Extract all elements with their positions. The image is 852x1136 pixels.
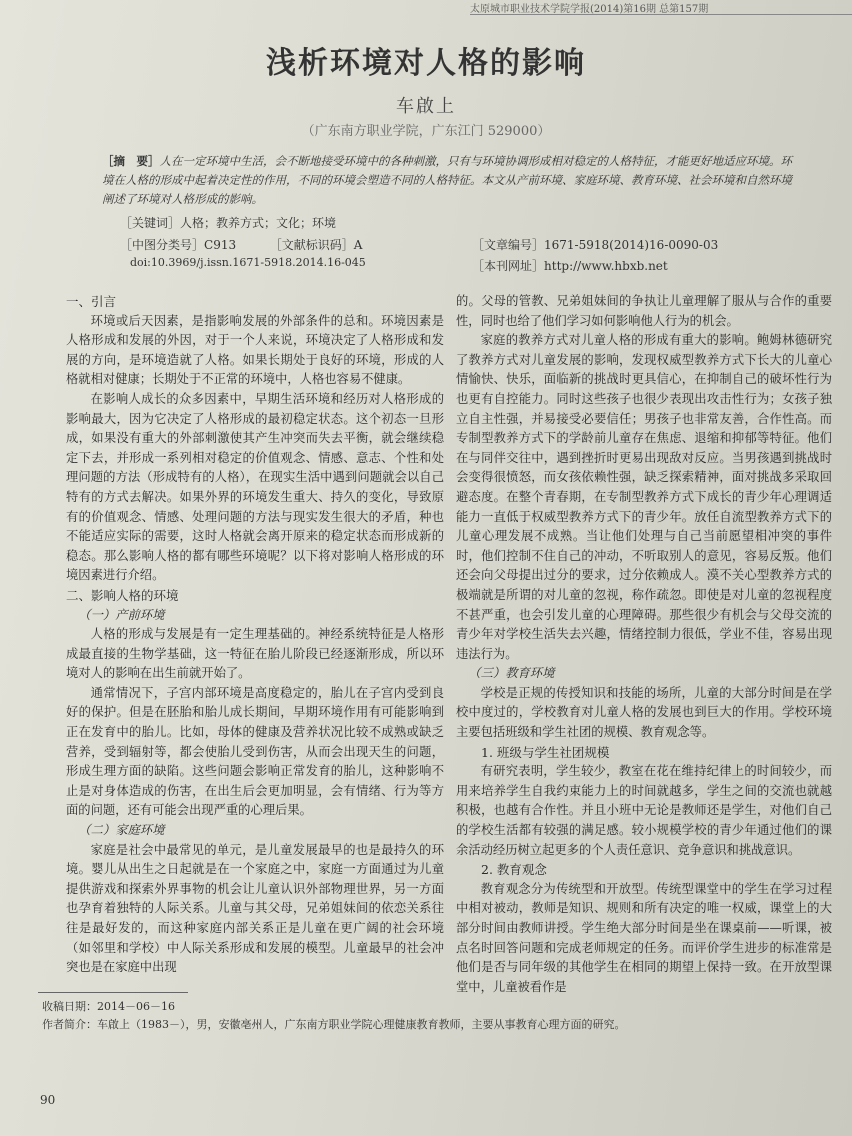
running-head: 太原城市职业技术学院学报(2014)第16期 总第157期: [470, 0, 852, 15]
classification-row: [120, 236, 362, 253]
keywords: [120, 214, 720, 231]
classification-label: ［中图分类号］: [120, 238, 205, 252]
website-value: http://www.hbxb.net: [544, 259, 668, 273]
website-row: [472, 257, 668, 274]
footnote-divider: [38, 992, 188, 993]
doi: doi:10.3969/j.issn.1671-5918.2014.16-045: [130, 256, 366, 269]
abstract-text: 人在一定环境中生活，会不断地接受环境中的各种刺激，只有与环境协调形成相对稳定的人格特征，才能更好地适应环境。环境在人格的形成中起着决定性的作用，不同的环境会塑造不同的人格特征。本文从产前环境、家庭环境、教育环境、社会环境和自然环境阐述了环境对人格形成的影响。: [102, 154, 792, 206]
item-heading-education-concept: 2. 教育观念: [481, 862, 547, 878]
article-number-row: [472, 236, 718, 253]
left-column: [66, 292, 444, 978]
section-heading-intro: 一、引言: [66, 294, 117, 309]
subsection-heading-prenatal: （一）产前环境: [78, 607, 165, 622]
abstract: [102, 152, 792, 209]
author-intro: 作者简介：车啟上（1983－），男，安徽亳州人，广东南方职业学院心理健康教育教师，主要从事教育心理方面的研究。: [42, 1018, 626, 1031]
doc-code-label: ［文献标识码］: [269, 238, 354, 252]
author-affiliation: （广东南方职业学院，广东江门 529000）: [301, 124, 551, 139]
keywords-text: 人格；教养方式；文化；环境: [180, 216, 337, 230]
keywords-label: ［关键词］: [120, 216, 181, 230]
paragraph: 家庭的教养方式对儿童人格的形成有重大的影响。鲍姆林德研究了教养方式对儿童发展的影响，发现权威型教养方式下长大的儿童心情愉快、快乐，面临新的挑战时更具信心，在抑制自己的破坏性行为也更有自控能力。同时这些孩子也很少表现出攻击性行为；女孩子独立自主性强，并易接受必要信任；男孩子也非常友善，合作性高。而专制型教养方式下的学龄前儿童存在焦虑、退缩和抑郁等特征。他们在与同伴交往中，遇到挫折时更易出现敌对反应。当男孩遇到挑战时会变得很愤怒，而女孩依赖性强，缺乏探索精神，面对挑战多采取回避态度。在整个青春期，在专制型教养方式下成长的青少年心理调适能力一直低于权威型教养方式下的青少年。放任自流型教养方式下的儿童心理发展不成熟。当让他们处理与自己当前愿望相冲突的事件时，他们控制不住自己的冲动，不听取别人的意见，容易反叛。他们还会向父母提出过分的要求，过分依赖成人。漠不关心型教养方式的极端就是所谓的对儿童的忽视，称作疏忽。即使是对儿童的忽视程度不甚严重，也会引发儿童的心理障碍。那些很少有机会与父母交流的青少年对学校生活失去兴趣，情绪控制力很低，学业不佳，容易出现违法行为。: [456, 333, 832, 661]
doc-code-value: A: [353, 238, 363, 252]
subsection-heading-family: （二）家庭环境: [78, 823, 165, 838]
article-title: 浅析环境对人格的影响: [266, 46, 586, 81]
section-heading-environments: 二、影响人格的环境: [66, 587, 179, 603]
paragraph: 在影响人成长的众多因素中，早期生活环境和经历对人格形成的影响最大，因为它决定了人格形成的最初稳定状态。这个初态一旦形成，如果没有重大的外部刺激使其产生冲突而失去平衡，就会继续稳定下去，并形成一系列相对稳定的价值观念、情感、意志、个性和处理问题的方法（形成特有的人格），在现实生活中遇到问题就会以自己特有的方式去解决。如果外界的环境发生重大、持久的变化，导致原有的价值观念、情感、处理问题的方法与现实发生很大的矛盾，种也不能适应实际的需要，这时人格就会离开原来的稳定状态而形成新的稳态。那么影响人格的都有哪些环境呢？以下将对影响人格形成的环境因素进行介绍。: [66, 391, 444, 583]
article-number-label: ［文章编号］: [472, 238, 545, 252]
paragraph: 环境或后天因素，是指影响发展的外部条件的总和。环境因素是人格形成和发展的外因，对于一个人来说，环境决定了人格形成和发展的方向，是环境造就了人格。如果长期处于良好的环境，形成的人格就相对健康；长期处于不正常的环境中，人格也容易不健康。: [66, 313, 444, 387]
received-date: 收稿日期：2014－06－16: [42, 1000, 175, 1013]
paragraph: 教育观念分为传统型和开放型。传统型课堂中的学生在学习过程中相对被动，教师是知识、规则和所有决定的唯一权威，课堂上的大部分时间由教师讲授。学生绝大部分时间是坐在课桌前——听课，被点名时回答问题和完成老师规定的任务。而评价学生进步的标准常是他们是否与同年级的其他学生在相同的期望上保持一致。在开放型课堂中，儿童被看作是: [456, 881, 832, 994]
classification-value: C913: [204, 238, 237, 252]
right-column: [456, 292, 832, 997]
paragraph: 通常情况下，子宫内部环境是高度稳定的，胎儿在子宫内受到良好的保护。但是在胚胎和胎儿成长期间，早期环境作用有可能影响到正在发育中的胎儿。比如，母体的健康及营养状况比较不成熟或缺乏营养，受到辐射等，都会使胎儿受到伤害，从而会出现天生的问题，形成生理方面的缺陷。这些问题会影响正常发育的胎儿，这种影响不止是对身体造成的伤害，在出生后会更加明显，会有情绪、行为等方面的问题，还有可能会出现严重的心理后果。: [66, 685, 444, 818]
article-number-value: 1671-5918(2014)16-0090-03: [544, 238, 719, 252]
item-heading-class-size: 1. 班级与学生社团规模: [481, 744, 610, 760]
website-label: ［本刊网址］: [472, 259, 545, 273]
subsection-heading-education: （三）教育环境: [468, 666, 555, 681]
abstract-label: ［摘 要］: [102, 154, 160, 168]
page-number: 90: [40, 1093, 56, 1107]
paragraph: 有研究表明，学生较少，教室在花在维持纪律上的时间较少，而用来培养学生自我约束能力上的时间就越多，学生之间的交流也就越积极，也越有合作性。并且小班中无论是教师还是学生，对他们自己的学校生活都有较强的满足感。较小规模学校的青少年通过他们的课余活动经历树立起更多的个人责任意识、竞争意识和挑战意识。: [456, 764, 832, 857]
paragraph: 的。父母的管教、兄弟姐妹间的争执让儿童理解了服从与合作的重要性，同时也给了他们学习如何影响他人行为的机会。: [456, 294, 832, 328]
paragraph: 学校是正规的传授知识和技能的场所，儿童的大部分时间是在学校中度过的，学校教育对儿童人格的发展也到巨大的作用。学校环境主要包括班级和学生社团的规模、教育观念等。: [456, 685, 832, 740]
paragraph: 人格的形成与发展是有一定生理基础的。神经系统特征是人格形成最直接的生物学基础，这一特征在胎儿阶段已经逐渐形成，所以环境对人的影响在出生前就开始了。: [66, 627, 444, 681]
author-name: 车啟上: [396, 96, 456, 117]
paragraph: 家庭是社会中最常见的单元，是儿童发展最早的也是最持久的环境。婴儿从出生之日起就是在一个家庭之中，家庭一方面通过为儿童提供游戏和探索外界事物的机会让儿童认识外部物理世界，另一方面也孕育着独特的人际关系。儿童与其父母，兄弟姐妹间的依恋关系往往是最好发的，而这种家庭内部关系正是儿童在更广阔的社会环境（如邻里和学校）中人际关系形成和发展的模型。儿童最早的社会冲突也是在家庭中出现: [66, 842, 444, 975]
